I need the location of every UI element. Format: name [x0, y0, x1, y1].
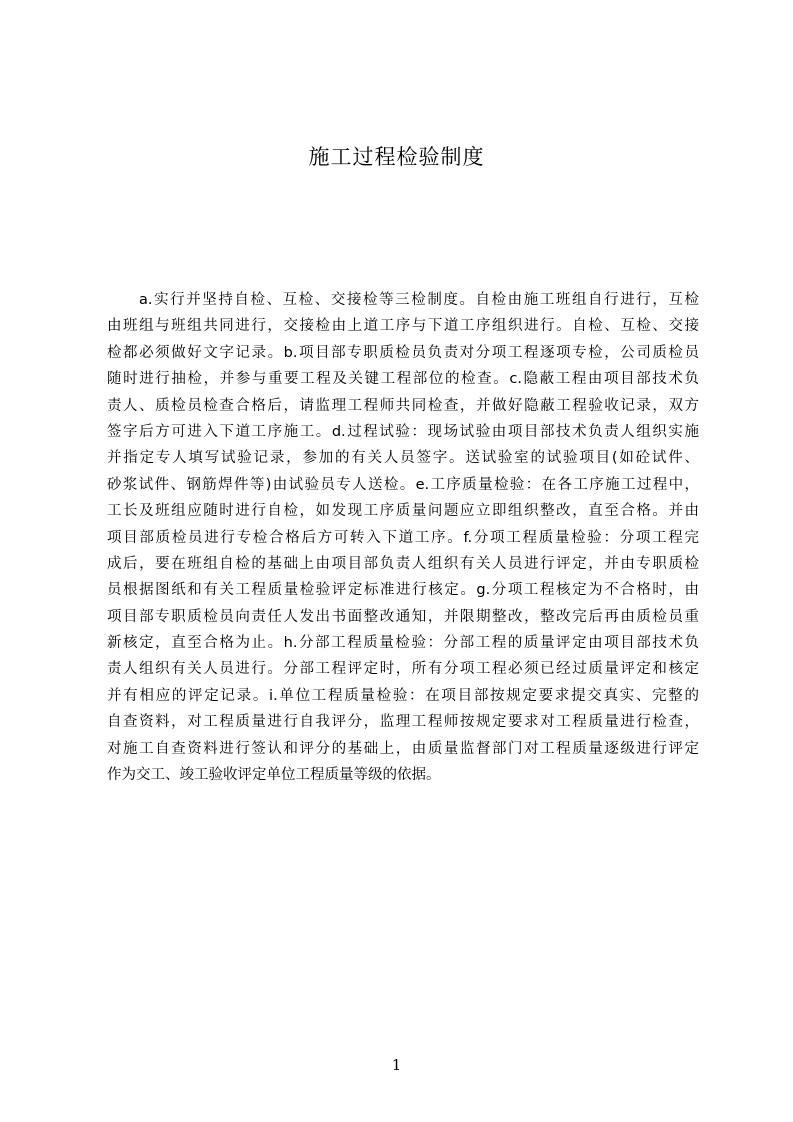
page-number: 1 — [391, 1056, 402, 1074]
body-line: 作为交工、竣工验收评定单位工程质量等级的依据。 — [107, 767, 441, 784]
body-line: 责人组织有关人员进行。分部工程评定时，所有分项工程必须已经过质量评定和核定 — [107, 661, 699, 678]
body-line: 责人、质检员检查合格后，请监理工程师共同检查，并做好隐蔽工程验收记录，双方 — [107, 397, 699, 414]
body-line: 工长及班组应随时进行自检，如发现工序质量问题应立即组织整改，直至合格。并由 — [107, 503, 699, 520]
body-line: 成后，要在班组自检的基础上由项目部负责人组织有关人员进行评定，并由专职质检 — [107, 555, 699, 572]
body-line: 砂浆试件、钢筋焊件等)由试验员专人送检。e.工序质量检验：在各工序施工过程中， — [107, 476, 699, 493]
body-line: 新核定，直至合格为止。h.分部工程质量检验：分部工程的质量评定由项目部技术负 — [107, 635, 699, 652]
body-line: 项目部专职质检员向责任人发出书面整改通知，并限期整改，整改完后再由质检员重 — [107, 608, 699, 625]
document-title: 施工过程检验制度 — [308, 145, 485, 169]
body-line: a.实行并坚持自检、互检、交接检等三检制度。自检由施工班组自行进行，互检 — [139, 292, 699, 308]
body-line: 检都必须做好文字记录。b.项目部专职质检员负责对分项工程逐项专检，公司质检员 — [107, 344, 699, 361]
body-line: 对施工自查资料进行签认和评分的基础上，由质量监督部门对工程质量逐级进行评定 — [107, 740, 699, 757]
body-line: 项目部质检员进行专检合格后方可转入下道工序。f.分项工程质量检验：分项工程完 — [107, 529, 699, 546]
body-line: 由班组与班组共同进行，交接检由上道工序与下道工序组织进行。自检、互检、交接 — [107, 318, 699, 335]
body-paragraph — [107, 287, 699, 788]
body-line: 并指定专人填写试验记录，参加的有关人员签字。送试验室的试验项目(如砼试件、 — [107, 450, 699, 467]
body-line: 自查资料，对工程质量进行自我评分，监理工程师按规定要求对工程质量进行检查， — [107, 714, 699, 731]
body-line: 员根据图纸和有关工程质量检验评定标准进行核定。g.分项工程核定为不合格时，由 — [107, 582, 699, 599]
body-line: 并有相应的评定记录。i.单位工程质量检验：在项目部按规定要求提交真实、完整的 — [107, 687, 699, 704]
body-line: 随时进行抽检，并参与重要工程及关键工程部位的检查。c.隐蔽工程由项目部技术负 — [107, 371, 699, 388]
body-line: 签字后方可进入下道工序施工。d.过程试验：现场试验由项目部技术负责人组织实施 — [107, 423, 699, 440]
